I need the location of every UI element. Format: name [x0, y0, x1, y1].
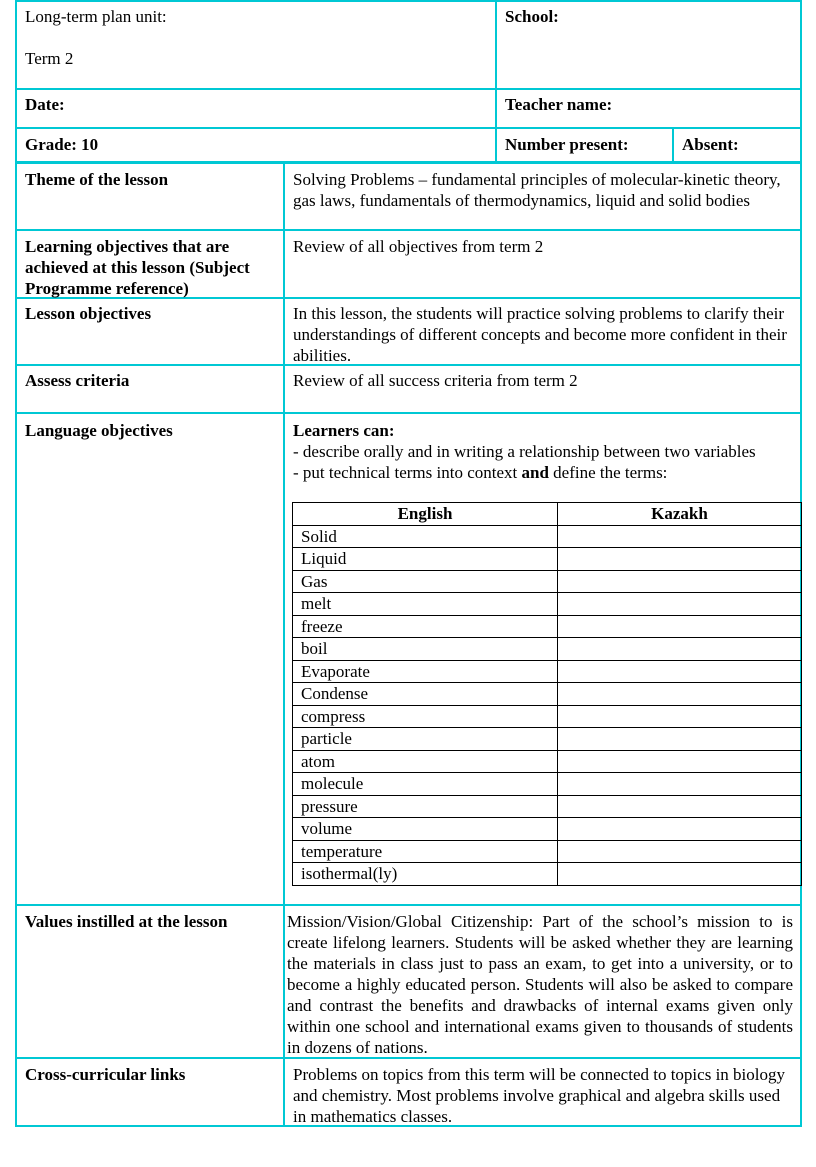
vocabulary-translation [558, 683, 802, 706]
cross-label: Cross-curricular links [25, 1065, 186, 1084]
vocabulary-row [293, 773, 802, 796]
lang-line2-pre: - put technical terms into context [293, 463, 522, 482]
grade-label: Grade: 10 [25, 135, 99, 154]
vocabulary-term: melt [293, 593, 558, 616]
lang-line2-post: define the terms: [548, 463, 668, 482]
row-line-theme [15, 229, 802, 231]
vocabulary-row [293, 683, 802, 706]
school-label: School: [505, 7, 559, 26]
vocabulary-translation [558, 660, 802, 683]
values-value: Mission/Vision/Global Citizenship: Part of the school’s mission to is create lifelong learners. Students will be asked whether they are learning the materials in class just to pass an exam, to get into a university, or to become a highly educated person. Students will also be asked to compare and contrast the benefits and drawbacks of internal exams given only within one school and international exams given to thousands of students in dozens of nations. [287, 912, 793, 1057]
vocabulary-term: volume [293, 818, 558, 841]
vocabulary-row [293, 548, 802, 571]
vocabulary-row [293, 795, 802, 818]
unit-label: Long-term plan unit: [25, 7, 167, 26]
vocabulary-term: boil [293, 638, 558, 661]
header-row-line-2 [15, 127, 802, 129]
row-line-assess [15, 412, 802, 414]
teacher-label: Teacher name: [505, 95, 613, 114]
vocabulary-row [293, 638, 802, 661]
vocabulary-term: atom [293, 750, 558, 773]
cross-value: Problems on topics from this term will be connected to topics in biology and chemistry. Most problems involve graphical and algebra skills used in mathematics classes. [293, 1065, 785, 1126]
vocabulary-term: Gas [293, 570, 558, 593]
vocabulary-row [293, 818, 802, 841]
language-label: Language objectives [25, 421, 173, 440]
vocabulary-translation [558, 570, 802, 593]
vocabulary-translation [558, 548, 802, 571]
vocabulary-row [293, 593, 802, 616]
vocabulary-translation [558, 773, 802, 796]
lesson-value: In this lesson, the students will practice solving problems to clarify their understandings of different concepts and become more confident in their abilities. [293, 304, 787, 365]
vocabulary-term: isothermal(ly) [293, 863, 558, 886]
vocabulary-term: molecule [293, 773, 558, 796]
vocabulary-header-row [293, 503, 802, 526]
english-column-header: English [293, 503, 558, 526]
vocabulary-translation [558, 525, 802, 548]
vocabulary-row [293, 660, 802, 683]
vocabulary-row [293, 863, 802, 886]
vocabulary-row [293, 750, 802, 773]
vocabulary-term: Condense [293, 683, 558, 706]
vocabulary-term: temperature [293, 840, 558, 863]
vocabulary-row [293, 728, 802, 751]
language-value [285, 417, 800, 486]
vocabulary-translation [558, 840, 802, 863]
kazakh-column-header: Kazakh [558, 503, 802, 526]
lang-line2-and: and [521, 463, 549, 482]
vocabulary-row [293, 525, 802, 548]
date-label: Date: [25, 95, 65, 114]
vocabulary-term: Liquid [293, 548, 558, 571]
vocabulary-row [293, 570, 802, 593]
vocabulary-translation [558, 750, 802, 773]
vocabulary-translation [558, 638, 802, 661]
vocabulary-term: Solid [293, 525, 558, 548]
vocabulary-table [292, 502, 802, 886]
vocabulary-translation [558, 818, 802, 841]
assess-value: Review of all success criteria from term 2 [293, 371, 578, 390]
vocabulary-term: Evaporate [293, 660, 558, 683]
header-row-line-1 [15, 88, 802, 90]
learners-can: Learners can: [293, 421, 395, 440]
vocabulary-term: compress [293, 705, 558, 728]
vocabulary-translation [558, 593, 802, 616]
vocabulary-row [293, 615, 802, 638]
theme-label: Theme of the lesson [25, 170, 169, 189]
vocabulary-body [293, 525, 802, 885]
vocabulary-translation [558, 795, 802, 818]
present-label: Number present: [505, 135, 629, 154]
absent-label: Absent: [682, 135, 739, 154]
lesson-label: Lesson objectives [25, 304, 152, 323]
vocabulary-translation [558, 705, 802, 728]
assess-label: Assess criteria [25, 371, 130, 390]
vocabulary-term: particle [293, 728, 558, 751]
vocabulary-term: freeze [293, 615, 558, 638]
vocabulary-term: pressure [293, 795, 558, 818]
vocabulary-translation [558, 615, 802, 638]
values-label: Values instilled at the lesson [25, 912, 228, 931]
term-value: Term 2 [25, 49, 74, 68]
vocabulary-translation [558, 863, 802, 886]
theme-value: Solving Problems – fundamental principles of molecular-kinetic theory, gas laws, fundamentals of thermodynamics, liquid and solid bodies [293, 170, 781, 210]
learning-label: Learning objectives that are achieved at this lesson (Subject Programme reference) [25, 237, 250, 298]
language-objective-1: - describe orally and in writing a relationship between two variables [293, 442, 756, 461]
vocabulary-row [293, 705, 802, 728]
row-line-language [15, 904, 802, 906]
language-objective-2 [293, 462, 792, 483]
vocabulary-translation [558, 728, 802, 751]
learning-value: Review of all objectives from term 2 [293, 237, 544, 256]
vocabulary-row [293, 840, 802, 863]
